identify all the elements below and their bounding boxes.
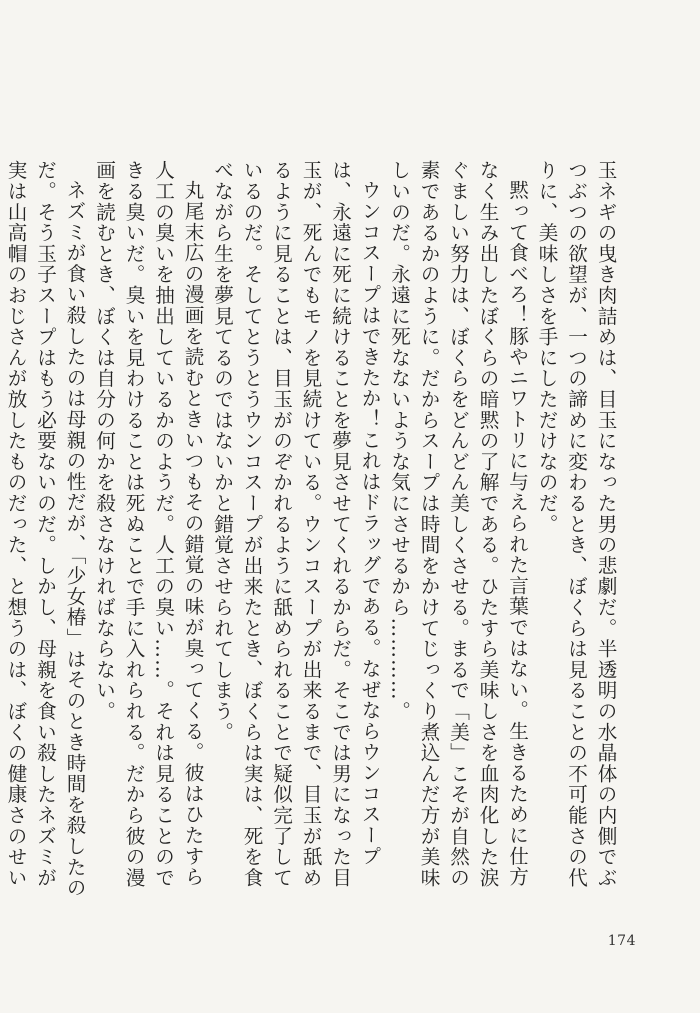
paragraph-5: ネズミが食い殺したのは母親の性だが、「少女椿」はそのとき時間を殺したのだ。そう玉子スープはもう必要ないのだ。しかし、母親を食い殺したネズミが実は山高帽のおじさんが放したものだった、と想うのは、ぼくの健康さのせい [4,160,86,898]
paragraph-1: 玉ネギの曳き肉詰めは、目玉になった男の悲劇だ。半透明の水晶体の内側でぶつぶつの欲望が、一つの諦めに変わるとき、ぼくらは見ることの不可能さの代りに、美味しさを手にしただけなのだ。 [535,160,617,888]
paragraph-3: ウンコスープはできたか！これはドラッグである。なぜならウンコスープは、永遠に死に続けることを夢見させてくれるからだ。そこでは男になった目玉が、死んでもモノを見続けている。ウンコスープが出来るまで、目玉が舐めるように見ることは、目玉がのぞかれるように舐められることで疑似完了しているのだ。そしてとうとうウンコスープが出来たとき、ぼくらは実は、死を食べながら生を夢見てるのではないかと錯覚させられてしまう。 [210,160,381,888]
paragraph-2: 黙って食べろ！豚やニワトリに与えられた言葉ではない。生きるために仕方なく生み出したぼくらの暗黙の了解である。ひたすら美味しさを血肉化した涙ぐましい努力は、ぼくらをどんどん美しくさせる。まるで「美」こそが自然の素であるかのように。だからスープは時間をかけてじっくり煮込んだ方が美味しいのだ。永遠に死なないような気にさせるから…………。 [387,160,529,888]
vertical-text-body [4,160,620,900]
paragraph-4: 丸尾末広の漫画を読むときいつもその錯覚の味が臭ってくる。彼はひたすら人工の臭いを抽出しているかのようだ。人工の臭い……。それは見ることのできる臭いだ。臭いを見わけることは死ぬことで手に入れられる。だから彼の漫画を読むとき、ぼくは自分の何かを殺さなければならない。 [92,160,204,888]
page-number: 174 [607,933,636,949]
